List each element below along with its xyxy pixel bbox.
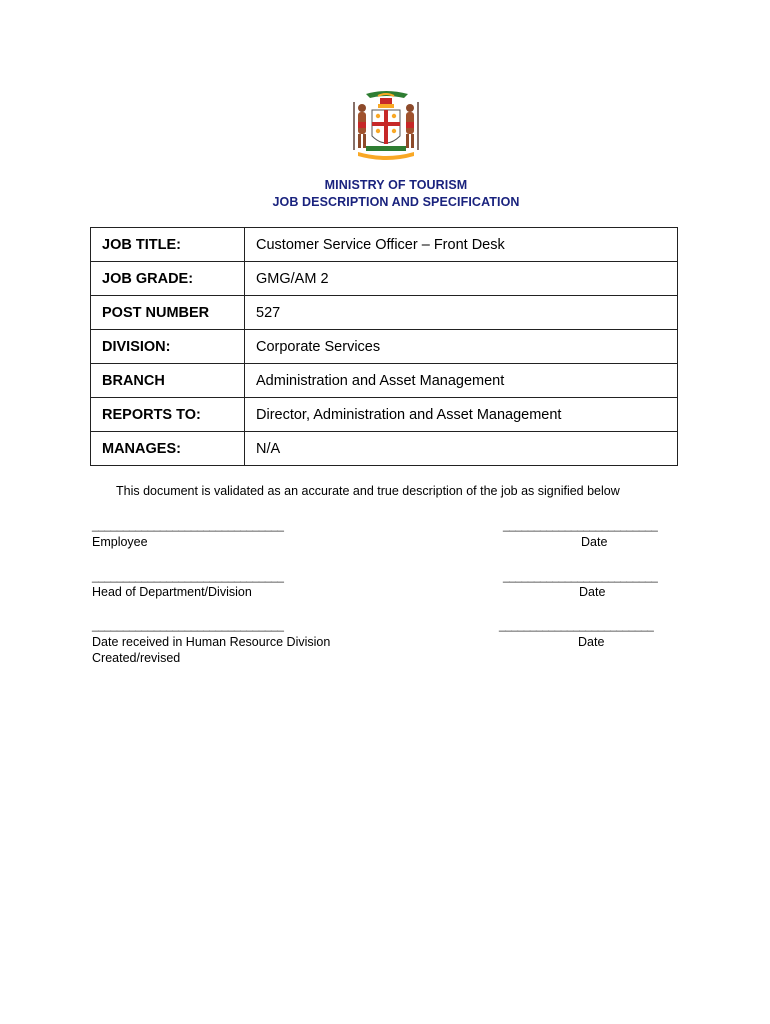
job-grade-label: JOB GRADE: <box>91 262 245 296</box>
manages-value: N/A <box>256 440 281 457</box>
head-signature-line: _______________________________ <box>92 569 284 583</box>
branch-value: Administration and Asset Management <box>245 364 678 398</box>
employee-date-label: Date <box>581 535 608 549</box>
post-number-label: POST NUMBER <box>91 296 245 330</box>
table-row <box>91 296 678 330</box>
job-title-label: JOB TITLE: <box>91 228 245 262</box>
employee-label: Employee <box>92 535 148 549</box>
job-grade-value: GMG/AM 2 <box>245 262 678 296</box>
reports-to-label: REPORTS TO: <box>91 398 245 432</box>
employee-date-line: _________________________ <box>503 518 658 532</box>
hr-received-label: Date received in Human Resource Division <box>92 635 331 649</box>
hr-date-line: _________________________ <box>499 618 654 632</box>
employee-signature-line: _______________________________ <box>92 518 284 532</box>
document-title: JOB DESCRIPTION AND SPECIFICATION <box>272 195 520 209</box>
table-row <box>91 228 678 262</box>
branch-label: BRANCH <box>91 364 245 398</box>
created-revised-label: Created/revised <box>92 651 181 665</box>
table-row <box>91 330 678 364</box>
manages-label: MANAGES: <box>91 432 245 466</box>
coat-of-arms-logo <box>344 86 428 164</box>
head-of-department-label: Head of Department/Division <box>92 585 252 599</box>
hr-signature-line: _______________________________ <box>92 618 284 632</box>
division-label: DIVISION: <box>91 330 245 364</box>
post-number-value: 527 <box>245 296 678 330</box>
hr-date-label: Date <box>578 635 605 649</box>
job-details-table <box>90 227 678 466</box>
job-title-value: Customer Service Officer – Front Desk <box>245 228 678 262</box>
division-value: Corporate Services <box>245 330 678 364</box>
head-date-line: _________________________ <box>503 569 658 583</box>
table-row <box>91 364 678 398</box>
table-row <box>91 262 678 296</box>
reports-to-value: Director, Administration and Asset Management <box>245 398 678 432</box>
head-date-label: Date <box>579 585 606 599</box>
validation-statement: This document is validated as an accurate and true description of the job as signified below <box>116 484 620 498</box>
ministry-name: MINISTRY OF TOURISM <box>324 178 468 192</box>
table-row <box>91 432 678 466</box>
table-row <box>91 398 678 432</box>
